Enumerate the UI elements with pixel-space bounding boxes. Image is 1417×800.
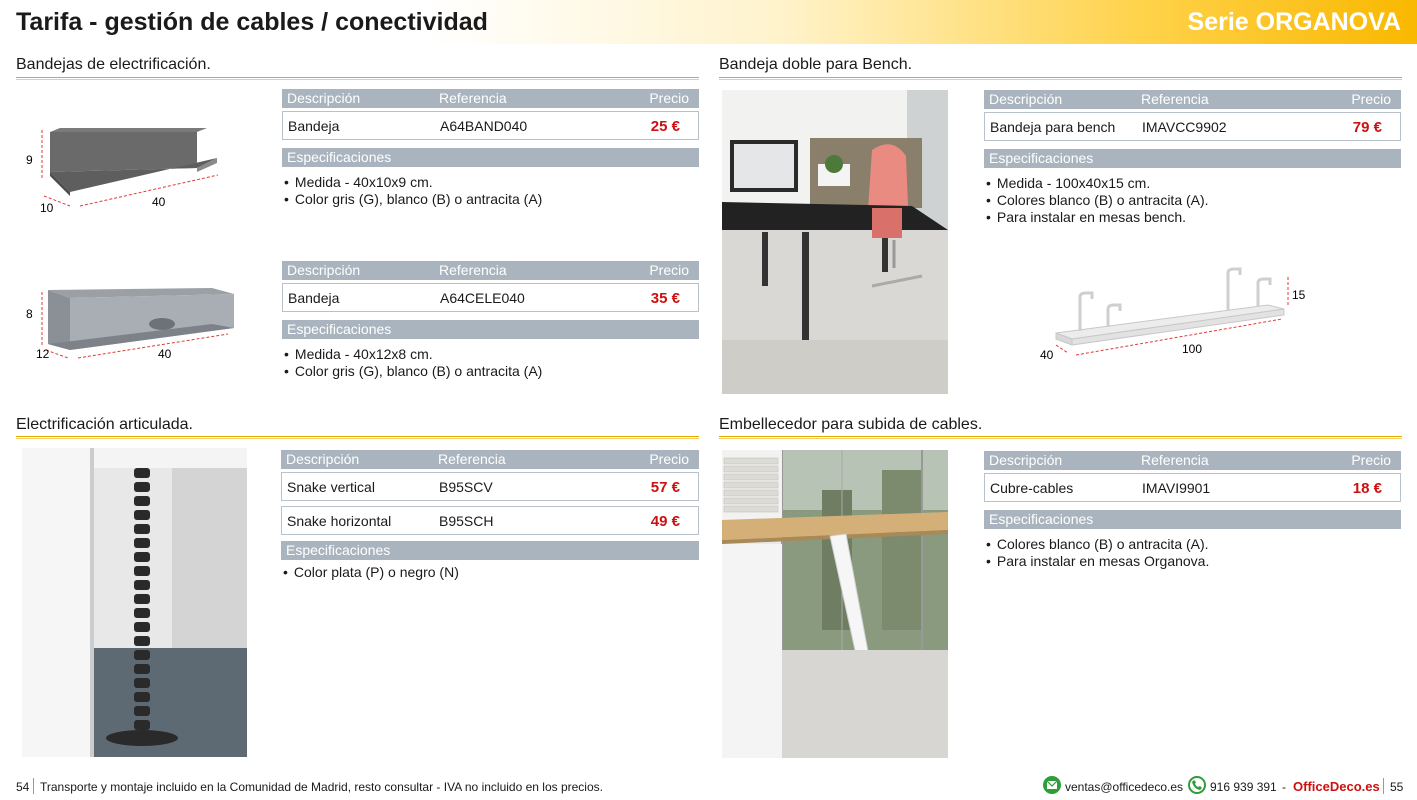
spec-item: • Color gris (G), blanco (B) o antracita (A) bbox=[284, 191, 542, 208]
footer-divider bbox=[33, 778, 34, 794]
col-reference: Referencia bbox=[1141, 452, 1209, 468]
spec-item: • Para instalar en mesas bench. bbox=[986, 209, 1209, 226]
col-price: Precio bbox=[649, 262, 689, 278]
spec-label: Especificaciones bbox=[286, 542, 391, 558]
footer-divider bbox=[1383, 778, 1384, 794]
row-price: 25 € bbox=[650, 118, 680, 135]
col-description: Descripción bbox=[989, 91, 1063, 107]
bench-desk-photo bbox=[722, 90, 948, 394]
row-reference: B95SCH bbox=[439, 513, 494, 529]
col-price: Precio bbox=[1351, 452, 1391, 468]
row-price: 18 € bbox=[1352, 480, 1382, 497]
section-title-bench: Bandeja doble para Bench. bbox=[719, 56, 913, 73]
col-reference: Referencia bbox=[439, 90, 507, 106]
col-description: Descripción bbox=[287, 90, 361, 106]
spec-label: Especificaciones bbox=[287, 149, 392, 165]
table-header bbox=[984, 451, 1401, 470]
col-reference: Referencia bbox=[1141, 91, 1209, 107]
spec-item: • Color plata (P) o negro (N) bbox=[283, 564, 459, 581]
table-header bbox=[281, 450, 699, 469]
page-title: Tarifa - gestión de cables / conectividad bbox=[16, 8, 488, 36]
dim-width: 100 bbox=[1182, 342, 1203, 356]
row-description: Snake horizontal bbox=[287, 513, 392, 529]
col-description: Descripción bbox=[286, 451, 360, 467]
table-row bbox=[282, 283, 699, 312]
section-title-embellecedor: Embellecedor para subida de cables. bbox=[719, 416, 983, 433]
row-price: 49 € bbox=[650, 513, 680, 530]
page-footer bbox=[0, 772, 1417, 800]
row-price: 35 € bbox=[650, 290, 680, 307]
spec-item: • Medida - 40x12x8 cm. bbox=[284, 346, 542, 363]
footer-dash: - bbox=[1282, 780, 1286, 794]
spec-item: • Color gris (G), blanco (B) o antracita (A) bbox=[284, 363, 542, 380]
table-row bbox=[281, 472, 699, 501]
spec-item: • Para instalar en mesas Organova. bbox=[986, 553, 1209, 570]
spec-label: Especificaciones bbox=[989, 511, 1094, 527]
row-description: Cubre-cables bbox=[990, 480, 1074, 496]
dim-width: 40 bbox=[152, 195, 166, 209]
col-price: Precio bbox=[1351, 91, 1391, 107]
row-reference: A64CELE040 bbox=[440, 290, 525, 306]
phone-icon bbox=[1188, 776, 1206, 794]
col-description: Descripción bbox=[287, 262, 361, 278]
col-description: Descripción bbox=[989, 452, 1063, 468]
section-rule bbox=[719, 77, 1402, 80]
section-rule bbox=[16, 436, 699, 439]
table-header bbox=[282, 261, 699, 280]
col-reference: Referencia bbox=[439, 262, 507, 278]
col-price: Precio bbox=[649, 451, 689, 467]
page-header bbox=[0, 0, 1417, 44]
snake-photo bbox=[22, 448, 247, 757]
spec-item: • Colores blanco (B) o antracita (A). bbox=[986, 536, 1209, 553]
section-title-bandejas: Bandejas de electrificación. bbox=[16, 56, 211, 73]
dim-height: 9 bbox=[26, 153, 33, 167]
dim-height: 8 bbox=[26, 307, 33, 321]
spec-header bbox=[984, 510, 1401, 529]
table-row bbox=[281, 506, 699, 535]
col-price: Precio bbox=[649, 90, 689, 106]
page-number-right: 55 bbox=[1390, 780, 1404, 794]
row-price: 79 € bbox=[1352, 119, 1382, 136]
row-description: Bandeja para bench bbox=[990, 119, 1116, 135]
spec-list bbox=[284, 346, 542, 380]
cable-cover-photo bbox=[722, 450, 948, 758]
row-reference: A64BAND040 bbox=[440, 118, 528, 134]
page-number-left: 54 bbox=[16, 780, 30, 794]
section-rule bbox=[719, 436, 1402, 439]
row-reference: B95SCV bbox=[439, 479, 493, 495]
series-title: Serie ORGANOVA bbox=[1187, 8, 1401, 36]
row-description: Bandeja bbox=[288, 290, 340, 306]
footer-note: Transporte y montaje incluido en la Comunidad de Madrid, resto consultar - IVA no incluido en los precios. bbox=[40, 780, 603, 794]
spec-list bbox=[284, 174, 542, 208]
table-header bbox=[984, 90, 1401, 109]
spec-item: • Colores blanco (B) o antracita (A). bbox=[986, 192, 1209, 209]
dim-width: 40 bbox=[158, 347, 172, 361]
brand-link[interactable]: OfficeDeco.es bbox=[1293, 779, 1380, 794]
table-header bbox=[282, 89, 699, 108]
row-reference: IMAVI9901 bbox=[1142, 480, 1211, 496]
table-row bbox=[282, 111, 699, 140]
tray-illustration-1 bbox=[22, 120, 232, 215]
spec-item: • Medida - 40x10x9 cm. bbox=[284, 174, 542, 191]
row-reference: IMAVCC9902 bbox=[1142, 119, 1227, 135]
spec-label: Especificaciones bbox=[989, 150, 1094, 166]
spec-label: Especificaciones bbox=[287, 321, 392, 337]
email-link[interactable]: ventas@officedeco.es bbox=[1065, 780, 1184, 794]
table-row bbox=[984, 112, 1401, 141]
dim-depth: 40 bbox=[1040, 348, 1054, 362]
section-title-articulada: Electrificación articulada. bbox=[16, 416, 193, 433]
dim-height: 15 bbox=[1292, 288, 1306, 302]
row-description: Snake vertical bbox=[287, 479, 375, 495]
tray-illustration-2 bbox=[22, 278, 237, 368]
spec-header bbox=[281, 541, 699, 560]
table-row bbox=[984, 473, 1401, 502]
col-reference: Referencia bbox=[438, 451, 506, 467]
row-description: Bandeja bbox=[288, 118, 340, 134]
spec-list bbox=[986, 536, 1209, 570]
phone-link[interactable]: 916 939 391 bbox=[1210, 780, 1277, 794]
bench-tray-illustration bbox=[1036, 265, 1316, 365]
spec-list bbox=[986, 175, 1209, 226]
section-rule bbox=[16, 77, 699, 80]
dim-depth: 12 bbox=[36, 347, 50, 361]
dim-depth: 10 bbox=[40, 201, 54, 215]
spec-item: • Medida - 100x40x15 cm. bbox=[986, 175, 1209, 192]
spec-header bbox=[984, 149, 1401, 168]
row-price: 57 € bbox=[650, 479, 680, 496]
spec-list bbox=[283, 564, 459, 581]
spec-header bbox=[282, 320, 699, 339]
whatsapp-mail-icon bbox=[1043, 776, 1061, 794]
spec-header bbox=[282, 148, 699, 167]
